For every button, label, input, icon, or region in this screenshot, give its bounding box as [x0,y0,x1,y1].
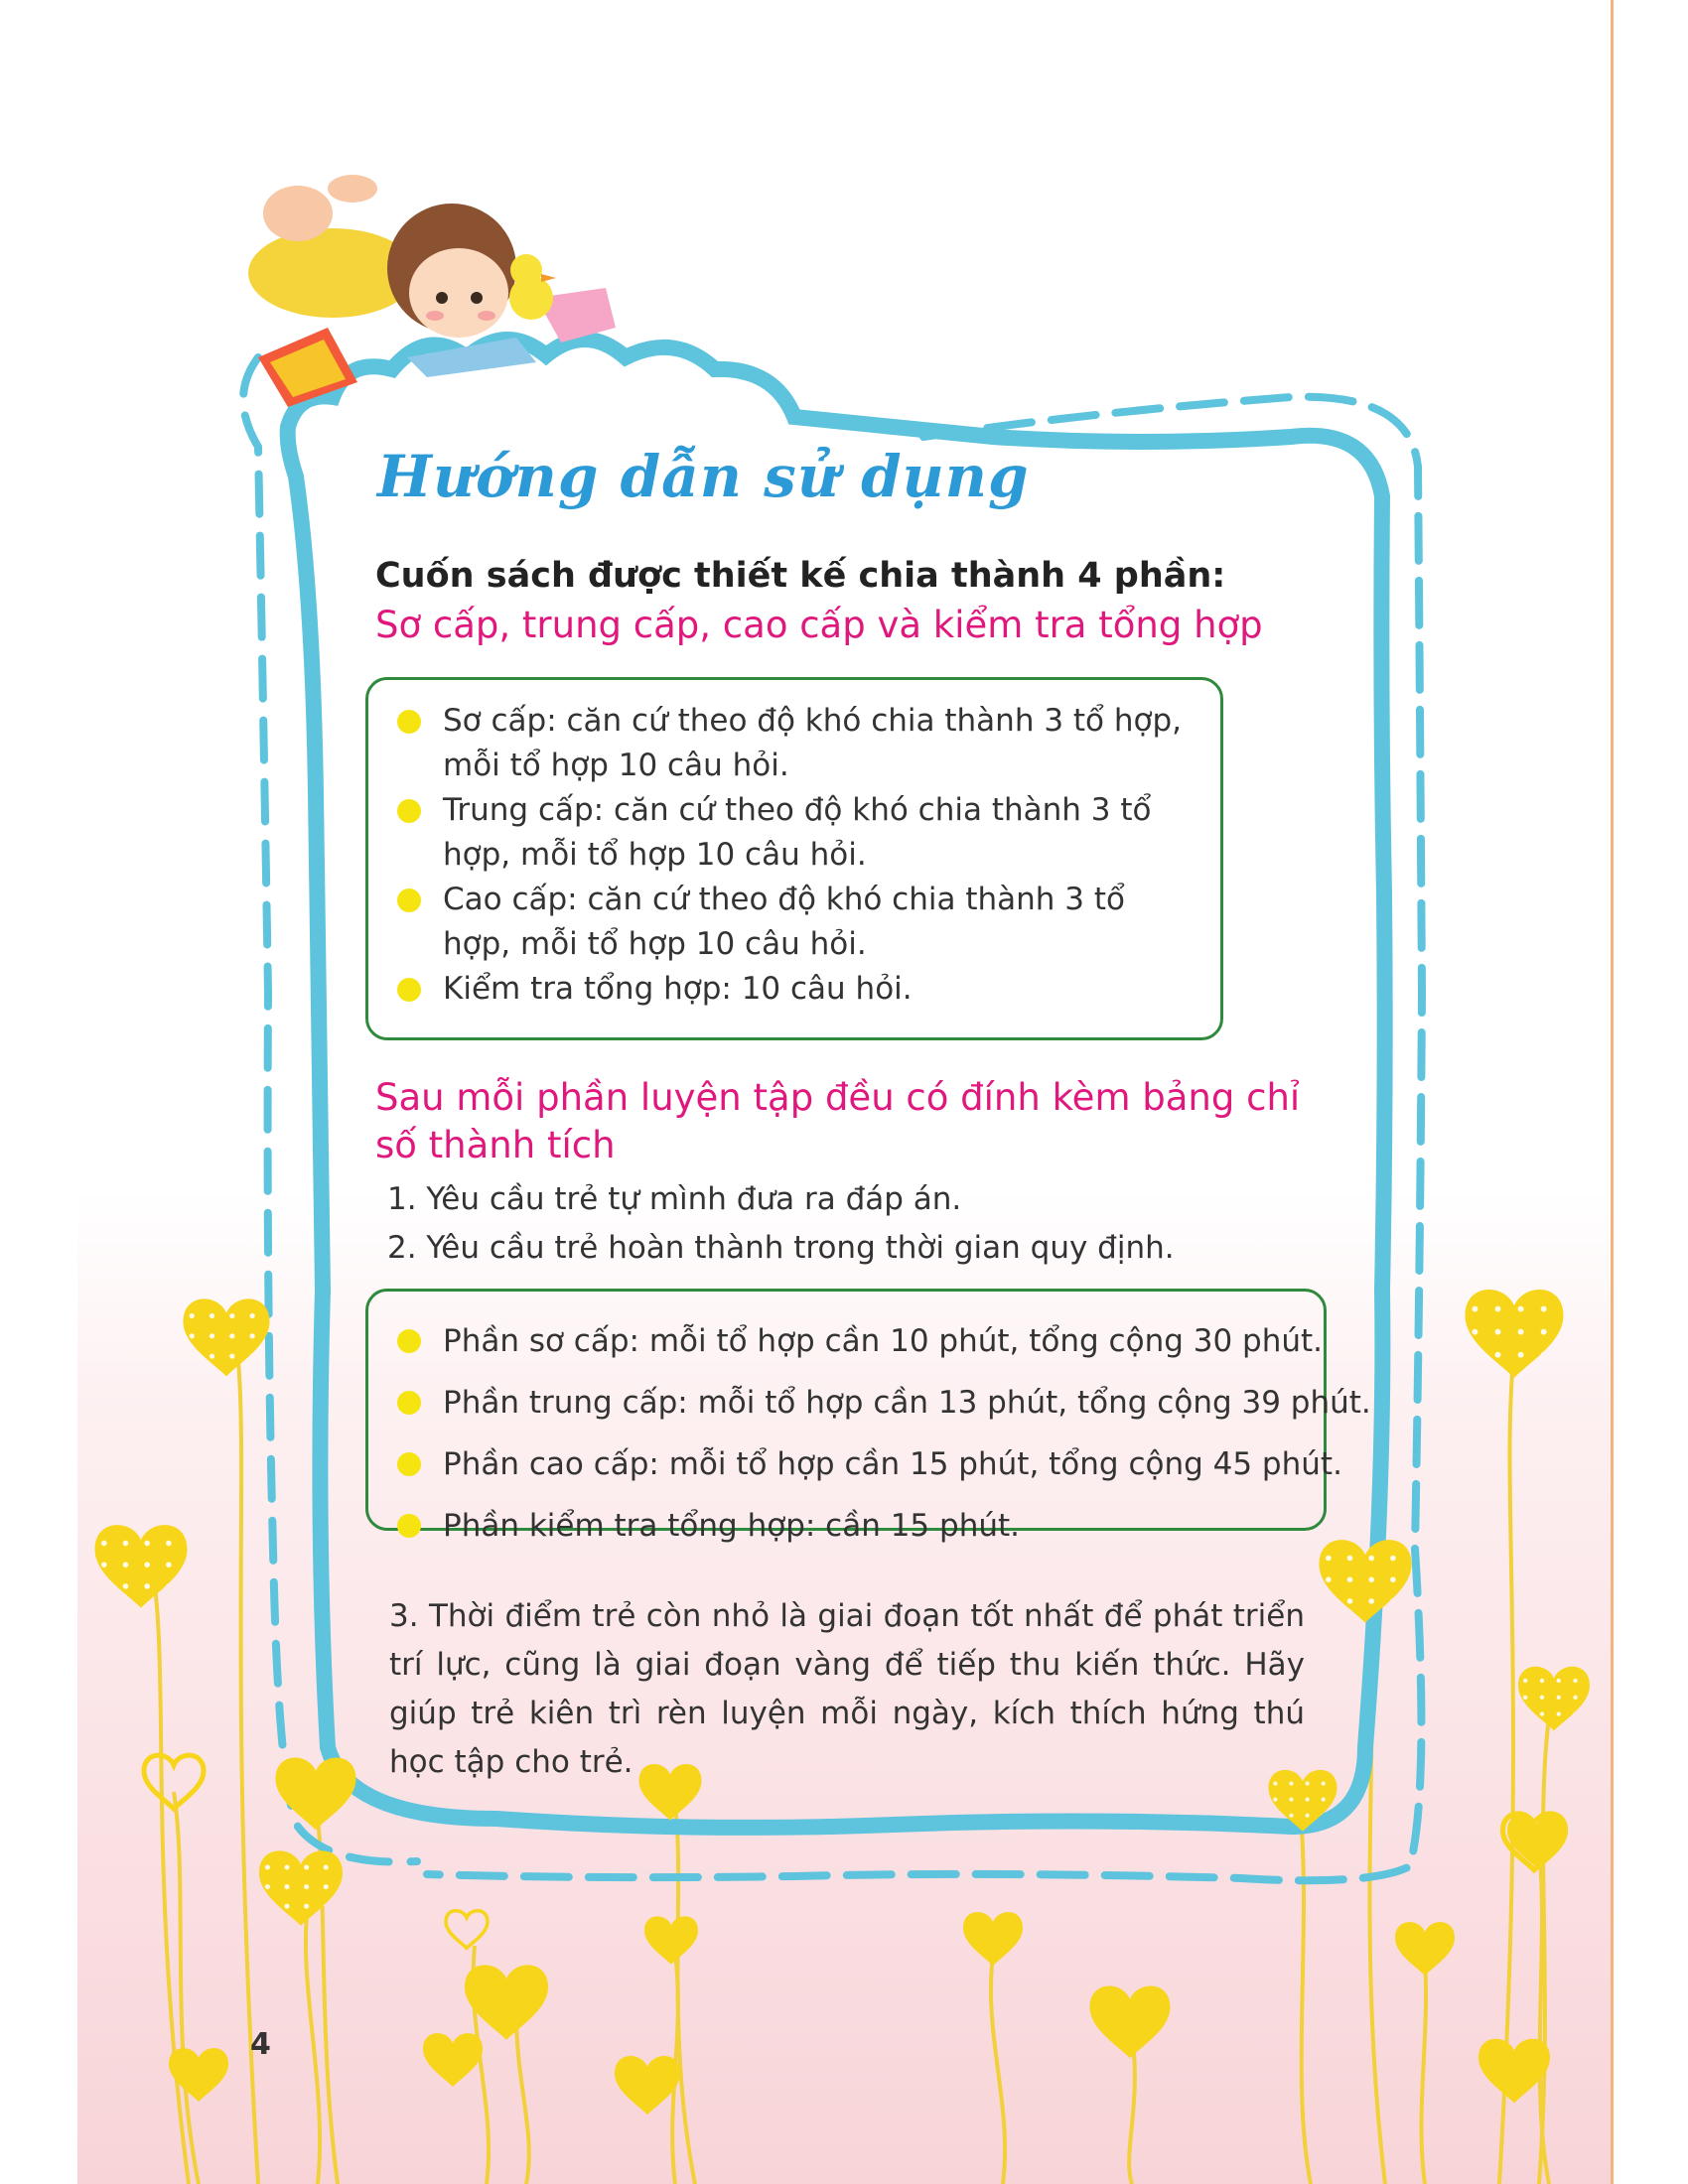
bullet-dot-icon [397,1329,421,1353]
bullet-dot-icon [397,799,421,823]
intro-block [375,552,1329,651]
list-item [397,1310,1324,1372]
list-item-text: Phần kiểm tra tổng hợp: cần 15 phút. [443,1508,1020,1544]
list-item [397,788,1201,878]
list-item-text: Phần cao cấp: mỗi tổ hợp cần 15 phút, tổng cộng 45 phút. [443,1446,1342,1482]
intro-subheading: Sơ cấp, trung cấp, cao cấp và kiểm tra tổng hợp [375,604,1263,646]
bullet-dot-icon [397,888,421,912]
bullet-dot-icon [397,1514,421,1538]
list-item [397,1433,1342,1495]
list-item [397,878,1201,967]
bullet-dot-icon [397,710,421,734]
list-item: 2. Yêu cầu trẻ hoàn thành trong thời gian quy định. [387,1230,1175,1266]
list-item-text: Phần trung cấp: mỗi tổ hợp cần 13 phút, tổng cộng 39 phút. [443,1385,1371,1421]
requirements-list [387,1175,1321,1273]
page-title: Hướng dẫn sử dụng [377,443,1030,510]
closing-paragraph: 3. Thời điểm trẻ còn nhỏ là giai đoạn tốt nhất để phát triển trí lực, cũng là giai đoạn vàng để tiếp thu kiến thức. Hãy giúp trẻ kiên trì rèn luyện mỗi ngày, kích thích hứng thú học tập cho trẻ. [389,1598,1305,1780]
list-item-text: Kiểm tra tổng hợp: 10 câu hỏi. [443,971,913,1007]
list-item [397,699,1201,788]
levels-list [397,699,1201,1012]
bullet-dot-icon [397,1452,421,1476]
list-item [397,967,1201,1012]
bullet-dot-icon [397,1391,421,1415]
list-item-text: Trung cấp: căn cứ theo độ khó chia thành 3 tổ hợp, mỗi tổ hợp 10 câu hỏi. [443,792,1152,873]
list-item: 1. Yêu cầu trẻ tự mình đưa ra đáp án. [387,1181,962,1217]
list-item-text: Sơ cấp: căn cứ theo độ khó chia thành 3 tổ hợp, mỗi tổ hợp 10 câu hỏi. [443,703,1183,783]
section-heading-results: Sau mỗi phần luyện tập đều có đính kèm bảng chỉ số thành tích [375,1076,1301,1166]
intro-heading: Cuốn sách được thiết kế chia thành 4 phần: [375,556,1226,596]
bullet-dot-icon [397,978,421,1002]
page-edge-line [1611,0,1614,2184]
list-item-text: Cao cấp: căn cứ theo độ khó chia thành 3 tổ hợp, mỗi tổ hợp 10 câu hỏi. [443,882,1125,962]
page-number: 4 [250,2027,271,2062]
list-item-text: Phần sơ cấp: mỗi tổ hợp cần 10 phút, tổng cộng 30 phút. [443,1323,1324,1359]
girl-reading-illustration [248,175,616,407]
list-item [397,1372,1371,1433]
timings-list [397,1310,1371,1557]
list-item [397,1495,1311,1557]
